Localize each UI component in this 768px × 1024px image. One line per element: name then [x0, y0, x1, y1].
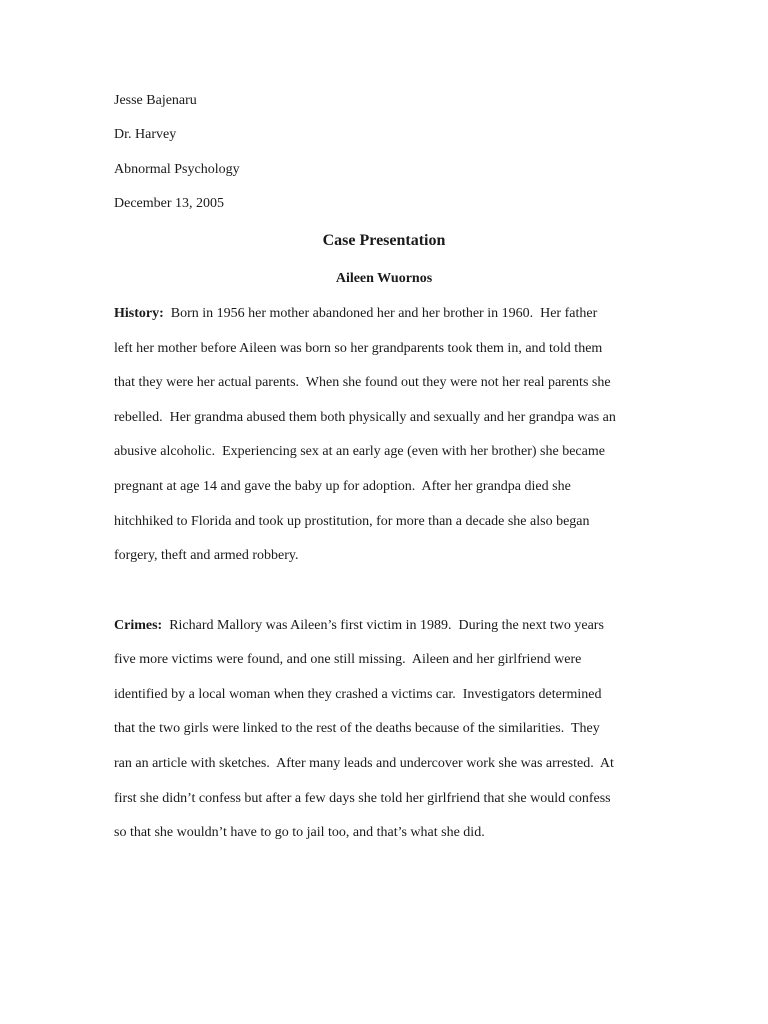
history-paragraph-line: hitchhiked to Florida and took up prostitution, for more than a decade she also began: [114, 514, 590, 529]
history-paragraph-line: forgery, theft and armed robbery.: [114, 548, 299, 563]
crimes-paragraph-line: [114, 617, 604, 635]
history-paragraph-line: rebelled. Her grandma abused them both physically and sexually and her grandpa was an: [114, 410, 616, 425]
crimes-paragraph-line: so that she wouldn’t have to go to jail too, and that’s what she did.: [114, 825, 485, 840]
author-name: Jesse Bajenaru: [114, 93, 197, 108]
crimes-paragraph-line: five more victims were found, and one still missing. Aileen and her girlfriend were: [114, 652, 582, 667]
history-paragraph-line: that they were her actual parents. When she found out they were not her real parents she: [114, 375, 611, 390]
crimes-paragraph-line: first she didn’t confess but after a few days she told her girlfriend that she would confess: [114, 791, 611, 806]
crimes-line-text: Richard Mallory was Aileen’s first victim in 1989. During the next two years: [162, 618, 604, 633]
crimes-paragraph-line: that the two girls were linked to the rest of the deaths because of the similarities. They: [114, 721, 600, 736]
history-paragraph-line: left her mother before Aileen was born so her grandparents took them in, and told them: [114, 341, 603, 356]
instructor-name: Dr. Harvey: [114, 127, 177, 142]
history-paragraph-line: [114, 305, 597, 323]
crimes-label: Crimes:: [114, 618, 163, 633]
document-date: December 13, 2005: [114, 196, 225, 211]
course-name: Abnormal Psychology: [114, 162, 240, 177]
history-paragraph-line: pregnant at age 14 and gave the baby up for adoption. After her grandpa died she: [114, 479, 571, 494]
history-paragraph-line: abusive alcoholic. Experiencing sex at an early age (even with her brother) she became: [114, 444, 605, 459]
history-line-text: Born in 1956 her mother abandoned her and her brother in 1960. Her father: [163, 306, 598, 321]
history-label: History:: [114, 306, 164, 321]
crimes-paragraph-line: identified by a local woman when they crashed a victims car. Investigators determined: [114, 687, 602, 702]
crimes-paragraph-line: ran an article with sketches. After many leads and undercover work she was arrested. At: [114, 756, 614, 771]
document-subtitle: Aileen Wuornos: [335, 271, 433, 286]
document-title: Case Presentation: [322, 232, 446, 249]
